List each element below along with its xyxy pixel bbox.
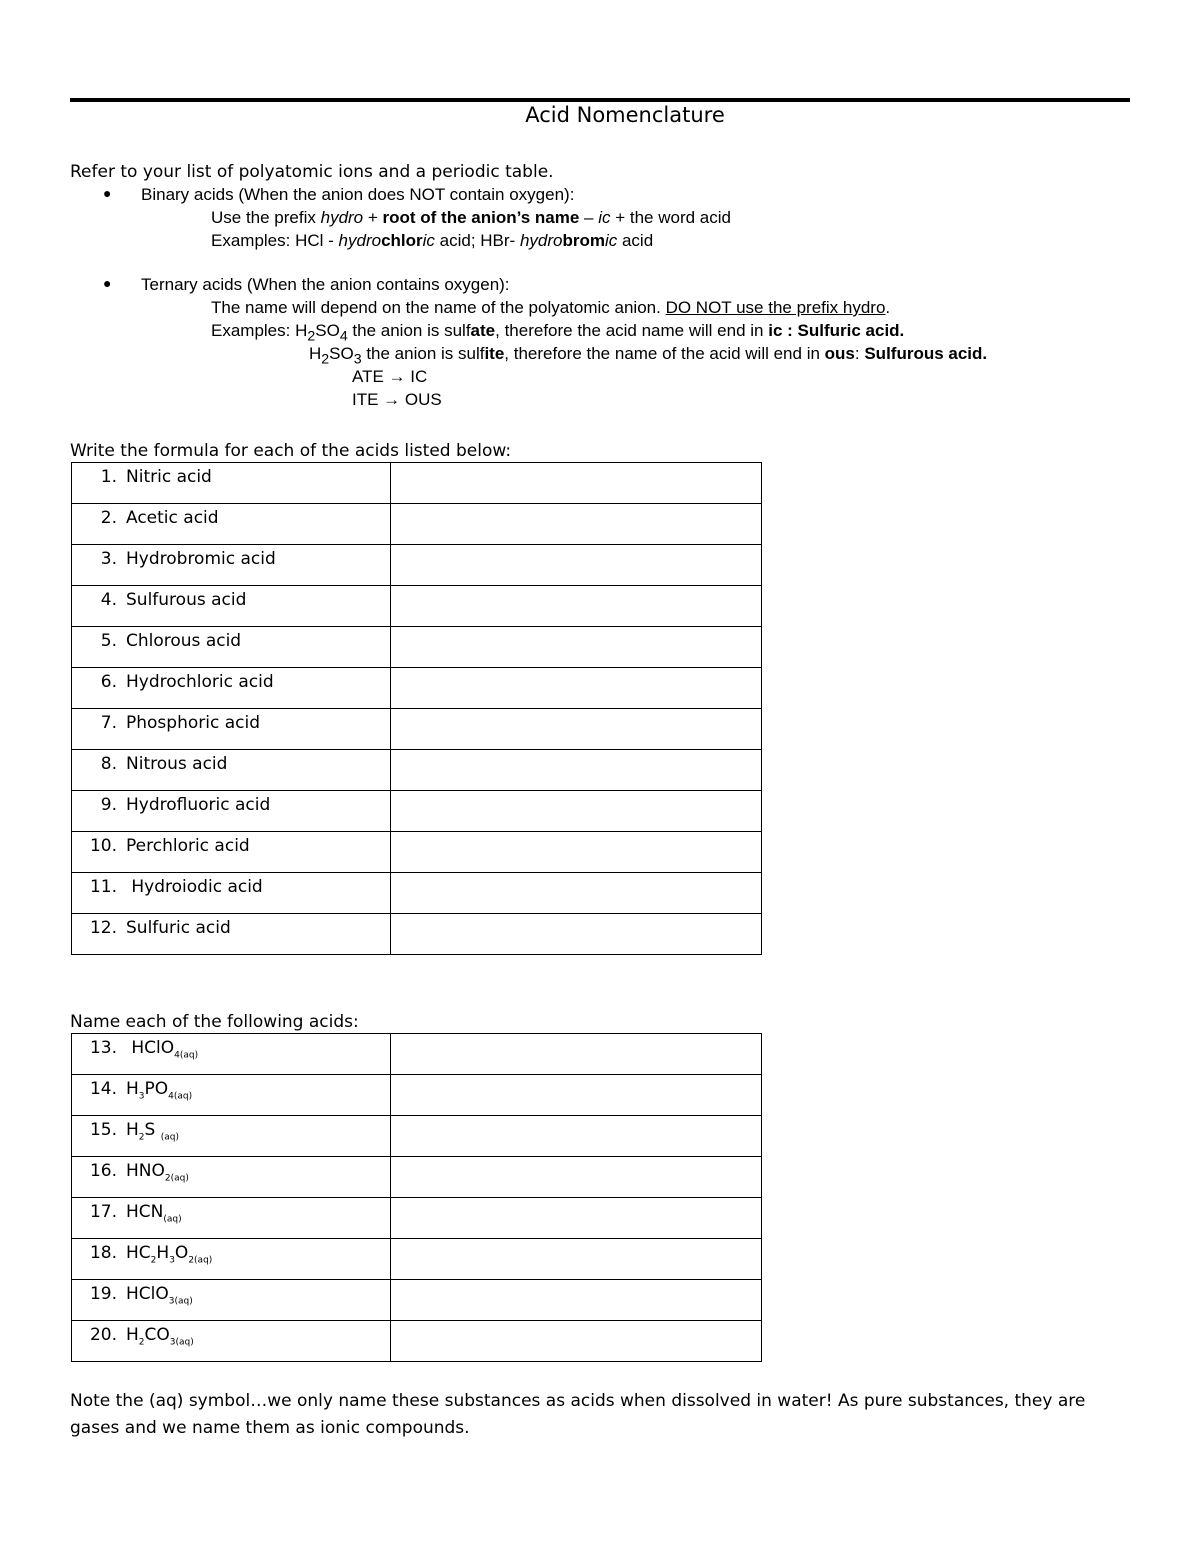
table-row — [72, 545, 762, 586]
answer-cell[interactable] — [391, 791, 762, 832]
ternary-example-1: Examples: $H_2SO_4$ the anion is sulfate, therefore the acid name will end in ic : Sulfuric acid. — [211, 321, 905, 345]
table-row — [72, 1034, 762, 1075]
item-number: 10. — [89, 836, 117, 856]
acid-name-cell — [72, 873, 391, 914]
formula-cell — [72, 1157, 391, 1198]
answer-cell[interactable] — [391, 586, 762, 627]
answer-cell[interactable] — [391, 1321, 762, 1362]
formula-cell — [72, 1280, 391, 1321]
table-row — [72, 914, 762, 955]
acid-name: Sulfuric acid — [126, 918, 231, 938]
acid-name-cell — [72, 709, 391, 750]
acid-name: Nitrous acid — [126, 754, 228, 774]
item-number: 5. — [100, 631, 117, 651]
formula: $HC_2H_3O_{2(aq)}$ — [126, 1243, 213, 1266]
table-row — [72, 1116, 762, 1157]
ternary-heading: Ternary acids (When the anion contains oxygen): — [141, 275, 510, 294]
bullet-icon: ● — [103, 185, 112, 201]
answer-cell[interactable] — [391, 1280, 762, 1321]
formula-table — [71, 462, 762, 955]
answer-cell[interactable] — [391, 668, 762, 709]
acid-name-cell — [72, 791, 391, 832]
formula-cell — [72, 1116, 391, 1157]
acid-name-cell — [72, 586, 391, 627]
formula-cell — [72, 1034, 391, 1075]
answer-cell[interactable] — [391, 750, 762, 791]
rule-ite-ous: ITE → OUS — [352, 390, 442, 409]
bullet-icon: ● — [103, 275, 112, 291]
answer-cell[interactable] — [391, 627, 762, 668]
item-number: 16. — [89, 1161, 117, 1181]
acid-name: Acetic acid — [126, 508, 219, 528]
formula: HClO$_{3(aq)}$ — [126, 1284, 193, 1307]
acid-name: Phosphoric acid — [126, 713, 260, 733]
intro-text: Refer to your list of polyatomic ions and a periodic table. — [70, 162, 554, 182]
formula: $HNO_{2(aq)}$ — [126, 1161, 189, 1184]
top-rule — [70, 98, 1130, 102]
acid-name: Hydroiodic acid — [126, 877, 263, 897]
formula: $HCN_{(aq)}$ — [126, 1202, 182, 1225]
item-number: 11. — [89, 877, 117, 897]
table-row — [72, 750, 762, 791]
table-row — [72, 832, 762, 873]
item-number: 8. — [100, 754, 117, 774]
formula-cell — [72, 1321, 391, 1362]
page-title: Acid Nomenclature — [525, 103, 725, 127]
item-number: 3. — [100, 549, 117, 569]
acid-name: Nitric acid — [126, 467, 212, 487]
acid-name-cell — [72, 914, 391, 955]
acid-name-cell — [72, 545, 391, 586]
acid-name-cell — [72, 504, 391, 545]
ternary-depend: The name will depend on the name of the polyatomic anion. DO NOT use the prefix hydro. — [211, 298, 891, 317]
formula-cell — [72, 1239, 391, 1280]
table-row — [72, 1157, 762, 1198]
table-row — [72, 873, 762, 914]
section2-prompt: Name each of the following acids: — [70, 1012, 359, 1032]
answer-cell[interactable] — [391, 504, 762, 545]
binary-heading: Binary acids (When the anion does NOT contain oxygen): — [141, 185, 575, 204]
item-number: 17. — [89, 1202, 117, 1222]
item-number: 13. — [89, 1038, 117, 1058]
acid-name-cell — [72, 832, 391, 873]
formula-cell — [72, 1198, 391, 1239]
acid-name: Hydrobromic acid — [126, 549, 276, 569]
rule-ate-ic: ATE → IC — [352, 367, 428, 386]
table-row — [72, 1075, 762, 1116]
answer-cell[interactable] — [391, 1239, 762, 1280]
item-number: 19. — [89, 1284, 117, 1304]
acid-name: Hydrochloric acid — [126, 672, 274, 692]
item-number: 12. — [89, 918, 117, 938]
answer-cell[interactable] — [391, 1075, 762, 1116]
acid-name-cell — [72, 668, 391, 709]
table-row — [72, 627, 762, 668]
item-number: 20. — [89, 1325, 117, 1345]
acid-name: Sulfurous acid — [126, 590, 247, 610]
acid-name-cell — [72, 463, 391, 504]
table-row — [72, 504, 762, 545]
answer-cell[interactable] — [391, 1034, 762, 1075]
item-number: 6. — [100, 672, 117, 692]
formula-cell — [72, 1075, 391, 1116]
section1-prompt: Write the formula for each of the acids listed below: — [70, 441, 512, 461]
answer-cell[interactable] — [391, 709, 762, 750]
answer-cell[interactable] — [391, 1198, 762, 1239]
answer-cell[interactable] — [391, 545, 762, 586]
answer-cell[interactable] — [391, 873, 762, 914]
formula: $H_2CO_{3(aq)}$ — [126, 1325, 194, 1348]
table-row — [72, 586, 762, 627]
item-number: 1. — [100, 467, 117, 487]
item-number: 9. — [100, 795, 117, 815]
table-row — [72, 791, 762, 832]
acid-name-cell — [72, 750, 391, 791]
item-number: 18. — [89, 1243, 117, 1263]
binary-examples: Examples: HCl - hydrochloric acid; HBr- hydrobromic acid — [211, 231, 654, 250]
acid-name-cell — [72, 627, 391, 668]
table-row — [72, 1239, 762, 1280]
item-number: 2. — [100, 508, 117, 528]
table-row — [72, 668, 762, 709]
acid-name: Chlorous acid — [126, 631, 242, 651]
table-row — [72, 709, 762, 750]
answer-cell[interactable] — [391, 1157, 762, 1198]
table-row — [72, 1198, 762, 1239]
name-table — [71, 1033, 762, 1362]
binary-rule: Use the prefix hydro + root of the anion’s name – ic + the word acid — [211, 208, 731, 227]
item-number: 15. — [89, 1120, 117, 1140]
table-row — [72, 463, 762, 504]
formula: $H_2S$ $_{(aq)}$ — [126, 1120, 179, 1143]
acid-name: Hydrofluoric acid — [126, 795, 271, 815]
answer-cell[interactable] — [391, 1116, 762, 1157]
formula: HClO$_{4(aq)}$ — [126, 1038, 199, 1061]
item-number: 4. — [100, 590, 117, 610]
answer-cell[interactable] — [391, 832, 762, 873]
table-row — [72, 1321, 762, 1362]
answer-cell[interactable] — [391, 463, 762, 504]
acid-name: Perchloric acid — [126, 836, 250, 856]
table-row — [72, 1280, 762, 1321]
ternary-example-2: $H_2SO_3$ the anion is sulfite, therefore the name of the acid will end in ous: Sulfurous acid. — [309, 344, 988, 368]
answer-cell[interactable] — [391, 914, 762, 955]
note-line-1: Note the (aq) symbol…we only name these substances as acids when dissolved in water! As pure substances, they are — [70, 1391, 1086, 1411]
item-number: 14. — [89, 1079, 117, 1099]
formula: $H_3PO_{4(aq)}$ — [126, 1079, 193, 1102]
note-line-2: gases and we name them as ionic compounds. — [70, 1418, 470, 1438]
item-number: 7. — [100, 713, 117, 733]
